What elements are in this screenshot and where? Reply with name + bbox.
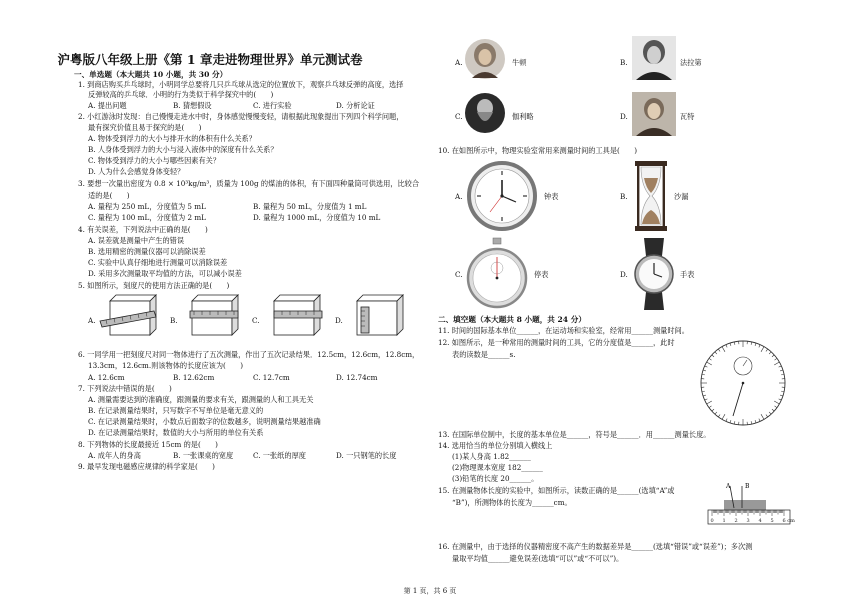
option: C. 在记录测量结果时，小数点后面数字的位数越多，说明测量结果越准确 [88,417,321,426]
question-13-line: 13. 在国际单位制中，长度的基本单位是______，符号是______．用______测量长度。 [438,430,711,439]
section-heading-single-choice: 一、单选题（本大题共 10 小题，共 30 分） [74,70,228,79]
question-14-line: (3)铅笔的长度 20______。 [452,474,539,483]
option: C. 12.7cm [253,373,290,382]
option: D. [620,270,628,279]
option: A. 成年人的身高 [88,451,141,460]
option: D. 在记录测量结果时，数值的大小与所用的单位有关系 [88,428,264,437]
option: D. 量程为 1000 mL，分度值为 10 mL [253,213,381,222]
option: D. 12.74cm [336,373,378,382]
ruler-number: 4 [758,518,762,524]
faraday-portrait [632,36,676,80]
option: D. [335,316,343,325]
option: C. [252,316,260,325]
scientist-name: 牛顿 [512,58,527,67]
question-7-line: 7. 下列说法中错误的是( ) [78,384,172,393]
section-heading-fill-blank: 二、填空题（本大题共 8 小题，共 24 分） [438,315,586,324]
hourglass-image [634,160,668,232]
option: B. 猜想假设 [173,101,212,110]
scientist-name: 伽利略 [512,112,534,121]
option: D. 分析论证 [336,101,375,110]
page-title: 沪粤版八年级上册《第 1 章走进物理世界》单元测试卷 [57,52,363,67]
option: C. 实验中认真仔细地进行测量可以消除误差 [88,258,228,267]
question-5-line: 5. 如图所示，刻度尺的使用方法正确的是( ) [78,281,230,290]
option: C. 量程为 100 mL，分度值为 2 mL [88,213,206,222]
ruler-number: 3 [746,518,750,524]
question-2-line: 最有探究价值且易于探究的是( ) [88,123,202,132]
option: B. 人身体受到浮力的大小与浸入液体中的深度有什么关系？ [88,145,278,154]
tool-name: 手表 [680,270,695,279]
option: A. 量程为 250 mL，分度值为 5 mL [88,202,206,211]
option: B. 在记录测量结果时，只写数字不写单位是毫无意义的 [88,406,264,415]
option: A. [88,316,96,325]
option: B. 量程为 50 mL，分度值为 1 mL [253,202,367,211]
tool-name: 钟表 [544,192,559,201]
question-16-line: 16. 在测量中，由于选择的仪器精密度不高产生的数据差异是______(选填“错误”或“误差”)；多次测 [438,542,753,551]
option: A. 12.6cm [88,373,125,382]
question-11-line: 11. 时间的国际基本单位______，在运动场和实验室，经常用______测量时间。 [438,326,689,335]
ruler-number: 2 [734,518,738,524]
option: A. 误差就是测量中产生的错误 [88,236,185,245]
option: A. [455,192,463,201]
newton-portrait [464,38,506,80]
page-footer: 第 1 页，共 6 页 [403,587,457,595]
question-12-line: 12. 如图所示，是一种常用的测量时间的工具，它的分度值是______，此时 [438,338,675,347]
option: B. 选用精密的测量仪器可以消除误差 [88,247,206,256]
option: D. 一只钢笔的长度 [336,451,397,460]
question-1-line: 反弹较高的乒乓球．小明的行为类似于科学探究中的( ) [88,90,274,99]
ruler-figure-a [98,291,160,339]
question-6-line: 13.3cm，12.6cm.则该物体的长度应该为( ) [88,361,244,370]
option: A. [455,58,463,67]
option: A. 提出问题 [88,101,127,110]
stopwatch-dial-figure [698,336,788,428]
ruler-number: 1 [722,518,726,524]
question-14-line: (1)某人身高 1.82______ [452,452,531,461]
wall-clock-image [466,160,538,232]
question-8-line: 8. 下列物体的长度最接近 15cm 的是( ) [78,440,218,449]
option: A. 物体受到浮力的大小与排开水的体积有什么关系？ [88,134,256,143]
wristwatch-image [632,238,676,310]
scientist-name: 瓦特 [680,112,695,121]
question-2-line: 2. 小红游泳时发现：自己慢慢走进水中时，身体感觉慢慢变轻，请根据此现象提出下列四个科学问题， [78,112,404,121]
reading-label-b: B [745,483,750,490]
question-3-line: 3. 要想一次量出密度为 0.8 × 10³kg/m³，质量为 100g 的煤油的体积，有下面四种量筒可供选用，比较合 [78,179,420,188]
option: C. [455,270,463,279]
question-15-line: 15. 在测量物体长度的实验中，如图所示，读数正确的是______(选填“A”或 [438,486,675,495]
option: C. [455,112,463,121]
option: B. [620,192,628,201]
tool-name: 沙漏 [674,192,689,201]
watt-portrait [632,92,676,136]
galileo-portrait [464,92,506,134]
ruler-number: 6 cm [782,518,795,524]
question-14-line: 14. 选用恰当的单位分别填入横线上 [438,441,553,450]
option: D. [620,112,628,121]
question-3-line: 适的是( ) [88,191,130,200]
option: C. 物体受到浮力的大小与哪些因素有关？ [88,156,221,165]
question-15-line: “B”)，所测物体的长度为______cm。 [452,498,572,507]
ruler-number: 5 [770,518,774,524]
option: D. 采用多次测量取平均值的方法，可以减小误差 [88,269,242,278]
ruler-figure-c [262,291,324,339]
option: C. 一张纸的厚度 [253,451,306,460]
option: C. 进行实验 [253,101,292,110]
option: B. 一张课桌的宽度 [173,451,234,460]
question-6-line: 6. 一同学用一把刻度尺对同一物体进行了五次测量，作出了五次记录结果．12.5cm，12.6cm，12.8cm， [78,350,420,359]
option: D. 人为什么会感觉身体变轻？ [88,167,185,176]
option: A. 测量需要达到的准确度，跟测量的要求有关，跟测量的人和工具无关 [88,395,314,404]
question-12-line: 表的读数是______s. [452,350,516,359]
option: B. [620,58,628,67]
question-1-line: 1. 到商店购买乒乓球时，小明同学总要将几只乒乓球从选定的位置放下，观察乒乓球反弹的高度，选择 [78,80,404,89]
question-10-line: 10. 在如图所示中，物理实验室常用来测量时间的工具是( ) [438,146,638,155]
ruler-figure-b [180,291,242,339]
ruler-number: 0 [710,518,714,524]
question-9-line: 9. 最早发现电磁感应规律的科学家是( ) [78,462,215,471]
question-16-line: 量取平均值______避免误差(选填“可以”或“不可以”)。 [452,554,624,563]
option: B. [170,316,178,325]
ruler-reading-figure [706,480,795,528]
question-4-line: 4. 有关误差，下列说法中正确的是( ) [78,225,208,234]
option: B. 12.62cm [173,373,215,382]
reading-label-a: A [726,483,731,490]
tool-name: 停表 [534,270,549,279]
question-14-line: (2)物理课本宽度 182______ [452,463,543,472]
ruler-figure-d [345,291,407,339]
scientist-name: 法拉第 [680,58,702,67]
stopwatch-image [466,238,528,310]
